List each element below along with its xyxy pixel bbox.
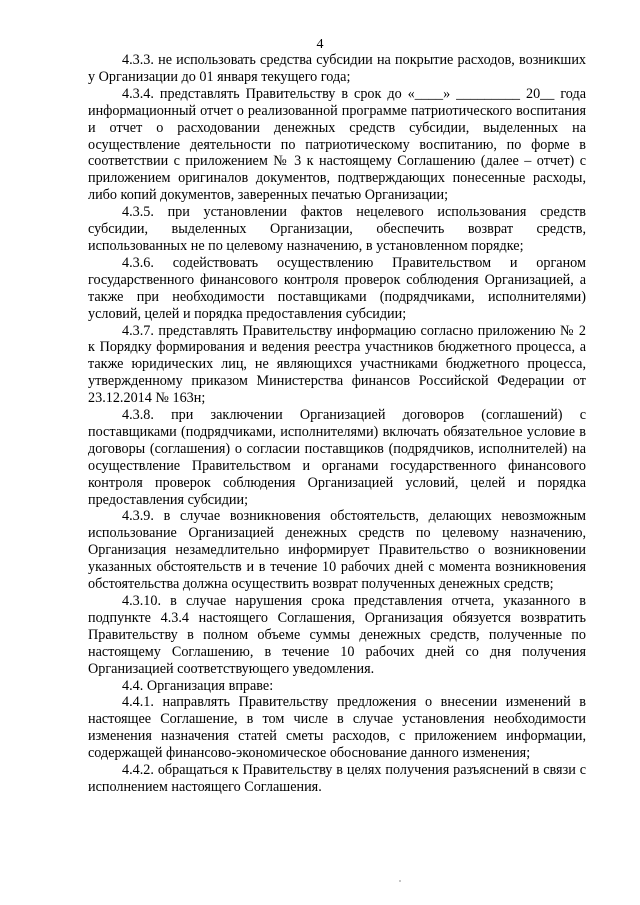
page-number: 4 — [316, 37, 324, 52]
scan-speck — [399, 880, 401, 882]
document-body — [88, 52, 586, 796]
clause-4-3-4: 4.3.4. представлять Правительству в срок до «____» _________ 20__ года информационный отчет о реализованной программе патриотического воспитания и отчет о расходовании денежных средств субсидии, выделенных на осуществление деятельности по патриотическому воспитанию, по форме в соответствии с приложением № 3 к настоящему Соглашению (далее – отчет) с приложением оригиналов документов, подтверждающих понесенные расходы, либо копий документов, заверенных печатью Организации; — [88, 85, 586, 204]
clause-4-3-3: 4.3.3. не использовать средства субсидии на покрытие расходов, возникших у Организации до 01 января текущего года; — [88, 52, 586, 85]
clause-4-3-10: 4.3.10. в случае нарушения срока представления отчета, указанного в подпункте 4.3.4 настоящего Соглашения, Организация обязуется возвратить Правительству в полном объеме суммы денежных средств, полученные по настоящему Соглашению, в течение 10 рабочих дней со дня получения Организацией соответствующего уведомления. — [88, 593, 586, 677]
clause-4-3-5: 4.3.5. при установлении фактов нецелевого использования средств субсидии, выделенных Организации, обеспечить возврат средств, использованных не по целевому назначению, в установленном порядке; — [88, 204, 586, 254]
clause-4-3-6: 4.3.6. содействовать осуществлению Правительством и органом государственного финансового контроля проверок соблюдения Организацией, а также при необходимости поставщиками (подрядчиками, исполнителями) условий, целей и порядка предоставления субсидии; — [88, 254, 586, 322]
clause-4-3-7: 4.3.7. представлять Правительству информацию согласно приложению № 2 к Порядку формирования и ведения реестра участников бюджетного процесса, а также юридических лиц, не являющихся участниками бюджетного процесса, утвержденному приказом Министерства финансов Российской Федерации от 23.12.2014 № 163н; — [88, 322, 586, 407]
clause-4-4-1: 4.4.1. направлять Правительству предложения о внесении изменений в настоящее Соглашение, в том числе в случае установления необходимости изменения назначения статей сметы расходов, с приложением информации, содержащей финансово-экономическое обоснование данного изменения; — [88, 694, 586, 762]
section-4-4-heading: 4.4. Организация вправе: — [122, 677, 274, 694]
clause-4-3-8: 4.3.8. при заключении Организацией договоров (соглашений) с поставщиками (подрядчиками, исполнителями) включать обязательное условие в договоры (соглашения) о согласии поставщиков (подрядчиков, исполнителей) на осуществление Правительством и органами государственного финансового контроля проверок соблюдения Организацией условий, целей и порядка предоставления субсидии; — [88, 407, 586, 508]
clause-4-4-2: 4.4.2. обращаться к Правительству в целях получения разъяснений в связи с исполнением настоящего Соглашения. — [88, 762, 586, 795]
clause-4-3-9: 4.3.9. в случае возникновения обстоятельств, делающих невозможным использование Организацией денежных средств по целевому назначению, Организация незамедлительно информирует Правительство о возникновении указанных обстоятельств и в течение 10 рабочих дней с момента возникновения обстоятельства должна осуществить возврат полученных денежных средств; — [88, 508, 586, 593]
